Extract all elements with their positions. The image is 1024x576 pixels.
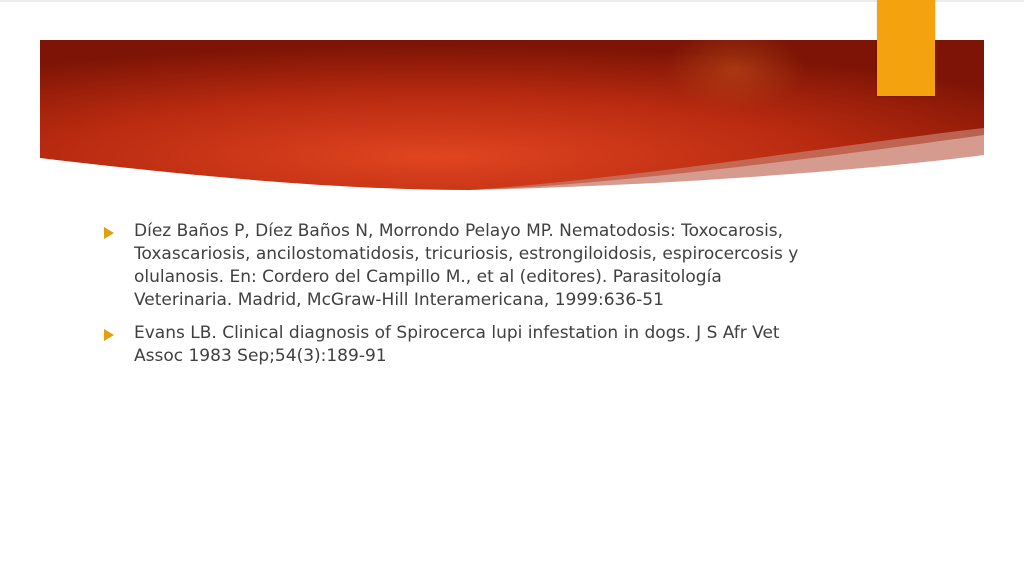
- triangle-bullet-icon: [104, 227, 114, 239]
- triangle-bullet-icon: [104, 329, 114, 341]
- reference-text: Evans LB. Clinical diagnosis of Spirocerca lupi infestation in dogs. J S Afr Vet Assoc 1983 Sep;54(3):189-91: [134, 323, 780, 366]
- accent-tab: [877, 0, 935, 96]
- bullet-list: [104, 220, 804, 378]
- title-banner: [40, 40, 984, 190]
- list-item: [104, 322, 804, 368]
- reference-text: Díez Baños P, Díez Baños N, Morrondo Pelayo MP. Nematodosis: Toxocarosis, Toxascariosis, ancilostomatidosis, tricuriosis, estrongiloidosis, espirocercosis y olulanosis. En: Cordero del Campillo M., et al (editores). Parasitología Veterinaria. Madrid, McGraw-Hill Interamericana, 1999:636-51: [134, 221, 799, 310]
- banner-graphic: [40, 40, 984, 190]
- list-item: [104, 220, 804, 312]
- top-rule: [0, 0, 1024, 2]
